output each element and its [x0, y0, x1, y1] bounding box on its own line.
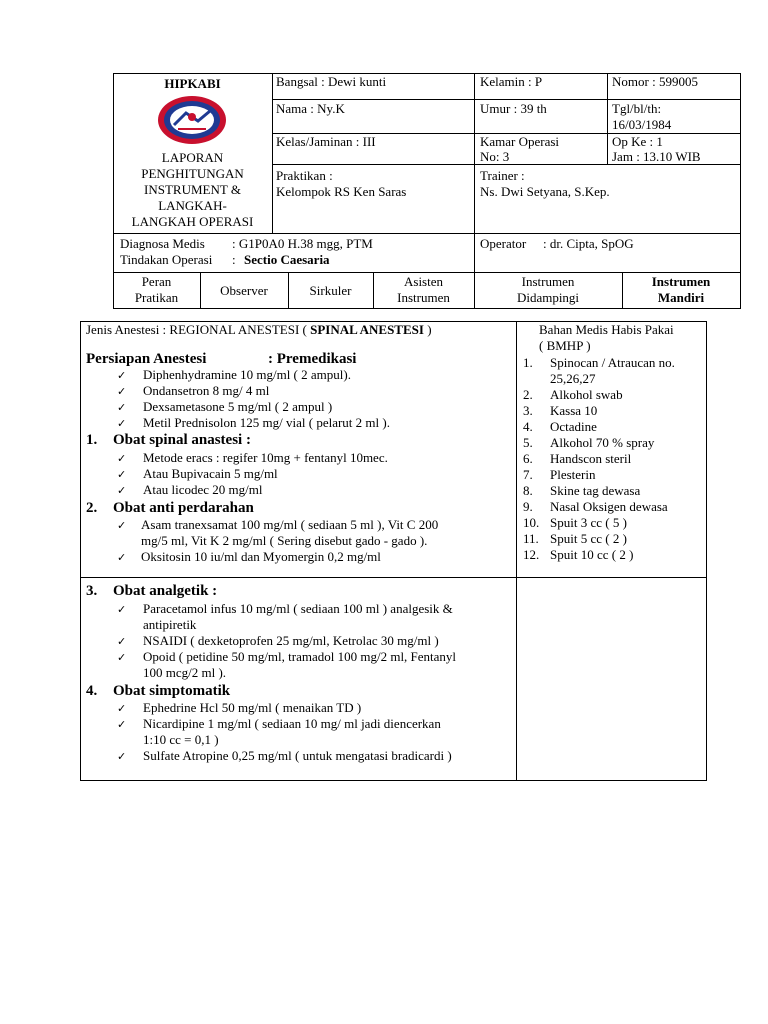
bmhp-item: Spuit 3 cc ( 5 ) [550, 515, 627, 530]
role-peran-1: Peran [141, 274, 172, 289]
check-icon: ✓ [117, 452, 127, 465]
tindakan-value: Sectio Caesaria [244, 252, 330, 267]
check-icon: ✓ [117, 651, 127, 664]
report-title-line-1: LAPORAN [161, 150, 224, 165]
role-asisten-1: Asisten [404, 274, 443, 289]
kamar-label: Kamar Operasi [480, 134, 560, 149]
bmhp-item-number: 7. [523, 467, 533, 482]
analgetik-item: NSAIDI ( dexketoprofen 25 mg/ml, Ketrolac 30 mg/ml ) [143, 633, 439, 648]
section-1-title: Obat spinal anastesi : [113, 432, 251, 448]
persiapan-label: Persiapan Anestesi [86, 351, 207, 367]
simptomatik-item-cont: 1:10 cc = 0,1 ) [143, 732, 219, 747]
check-icon: ✓ [117, 603, 127, 616]
tgl-label: Tgl/bl/th: [612, 101, 662, 116]
bmhp-item-number: 4. [523, 419, 533, 434]
bmhp-item-number: 11. [523, 531, 539, 546]
bmhp-item-number: 3. [523, 403, 533, 418]
bmhp-item: Alkohol swab [550, 387, 623, 402]
check-icon: ✓ [117, 718, 127, 731]
bmhp-item: Plesterin [550, 467, 596, 482]
praktikan-label: Praktikan : [276, 168, 333, 183]
bmhp-item-number: 1. [523, 355, 533, 370]
spinal-item: Metode eracs : regifer 10mg + fentanyl 10mec. [143, 450, 388, 465]
report-title-line-3: INSTRUMENT & [144, 182, 241, 197]
perdarahan-item: Asam tranexsamat 100 mg/ml ( sediaan 5 ml ), Vit C 200 [141, 517, 439, 532]
role-mandiri-2: Mandiri [657, 290, 705, 305]
spinal-item: Atau licodec 20 mg/ml [143, 482, 263, 497]
section-1-number: 1. [86, 432, 98, 448]
check-icon: ✓ [117, 417, 127, 430]
simptomatik-item: Sulfate Atropine 0,25 mg/ml ( untuk mengatasi bradicardi ) [143, 748, 452, 763]
opke-field: Op Ke : 1 [612, 134, 663, 149]
analgetik-item-cont: antipiretik [143, 617, 197, 632]
bmhp-item: 25,26,27 [550, 371, 596, 386]
premedikasi-item: Ondansetron 8 mg/ 4 ml [143, 383, 270, 398]
nama-field: Nama : Ny.K [276, 101, 345, 116]
praktikan-value: Kelompok RS Ken Saras [276, 184, 407, 199]
tgl-value: 16/03/1984 [612, 117, 672, 132]
report-title-line-4: LANGKAH- [158, 198, 227, 213]
role-peran-2: Pratikan [134, 290, 179, 305]
check-icon: ✓ [117, 750, 127, 763]
check-icon: ✓ [117, 635, 127, 648]
check-icon: ✓ [117, 551, 127, 564]
analgetik-item-cont: 100 mcg/2 ml ). [143, 665, 227, 680]
bmhp-item: Skine tag dewasa [550, 483, 641, 498]
bmhp-item-number: 5. [523, 435, 533, 450]
operator-value: : dr. Cipta, SpOG [543, 236, 634, 251]
bmhp-item: Spinocan / Atraucan no. [550, 355, 675, 370]
bmhp-item-number: 6. [523, 451, 533, 466]
bmhp-item: Nasal Oksigen dewasa [550, 499, 668, 514]
section-2-title: Obat anti perdarahan [113, 500, 254, 516]
simptomatik-item: Ephedrine Hcl 50 mg/ml ( menaikan TD ) [143, 700, 362, 715]
report-title-line-2: PENGHITUNGAN [141, 166, 244, 181]
jenis-anestesi: Jenis Anestesi : REGIONAL ANESTESI ( SPINAL ANESTESI ) [86, 322, 432, 337]
role-didampingi-2: Didampingi [516, 290, 580, 305]
bmhp-title-1: Bahan Medis Habis Pakai [539, 322, 674, 337]
role-observer: Observer [220, 283, 268, 298]
spinal-item: Atau Bupivacain 5 mg/ml [143, 466, 278, 481]
bmhp-item-number: 2. [523, 387, 533, 402]
bmhp-title-2: ( BMHP ) [539, 338, 591, 353]
bmhp-item: Alkohol 70 % spray [550, 435, 655, 450]
section-4-number: 4. [86, 683, 98, 699]
check-icon: ✓ [117, 702, 127, 715]
trainer-value: Ns. Dwi Setyana, S.Kep. [480, 184, 610, 199]
role-mandiri-1: Instrumen [651, 274, 711, 289]
bmhp-item: Spuit 10 cc ( 2 ) [550, 547, 634, 562]
umur-field: Umur : 39 th [480, 101, 547, 116]
org-name: HIPKABI [164, 76, 221, 91]
bmhp-item-number: 10. [523, 515, 540, 530]
bmhp-item: Octadine [550, 419, 597, 434]
bmhp-item-number: 12. [523, 547, 540, 562]
premedikasi-item: Metil Prednisolon 125 mg/ vial ( pelarut 2 ml ). [143, 415, 390, 430]
bmhp-item: Handscon steril [550, 451, 632, 466]
bangsal-field: Bangsal : Dewi kunti [276, 74, 387, 89]
check-icon: ✓ [117, 484, 127, 497]
diagnosa-label: Diagnosa Medis [120, 236, 205, 251]
check-icon: ✓ [117, 369, 127, 382]
bmhp-item-number: 8. [523, 483, 533, 498]
perdarahan-item-cont: mg/5 ml, Vit K 2 mg/ml ( Sering disebut gado - gado ). [141, 533, 428, 548]
kelamin-field: Kelamin : P [480, 74, 543, 89]
premedikasi-item: Diphenhydramine 10 mg/ml ( 2 ampul). [143, 367, 351, 382]
bmhp-item: Kassa 10 [550, 403, 598, 418]
role-didampingi-1: Instrumen [521, 274, 575, 289]
bmhp-item: Spuit 5 cc ( 2 ) [550, 531, 627, 546]
check-icon: ✓ [117, 401, 127, 414]
check-icon: ✓ [117, 385, 127, 398]
trainer-label: Trainer : [480, 168, 525, 183]
role-sirkuler: Sirkuler [309, 283, 352, 298]
section-3-title: Obat analgetik : [113, 583, 218, 599]
hipkabi-logo [156, 95, 228, 145]
premedikasi-item: Dexsametasone 5 mg/ml ( 2 ampul ) [143, 399, 333, 414]
operator-label: Operator [480, 236, 527, 251]
persiapan-value: : Premedikasi [268, 351, 357, 367]
check-icon: ✓ [117, 468, 127, 481]
nomor-field: Nomor : 599005 [612, 74, 698, 89]
check-icon: ✓ [117, 519, 127, 532]
section-2-number: 2. [86, 500, 98, 516]
tindakan-label: Tindakan Operasi [120, 252, 213, 267]
simptomatik-item: Nicardipine 1 mg/ml ( sediaan 10 mg/ ml jadi diencerkan [143, 716, 441, 731]
jam-field: Jam : 13.10 WIB [612, 149, 701, 164]
section-3-number: 3. [86, 583, 98, 599]
report-title-line-5: LANGKAH OPERASI [131, 214, 254, 229]
perdarahan-item: Oksitosin 10 iu/ml dan Myomergin 0,2 mg/ml [141, 549, 381, 564]
bmhp-item-number: 9. [523, 499, 533, 514]
section-4-title: Obat simptomatik [113, 683, 231, 699]
kelas-field: Kelas/Jaminan : III [276, 134, 376, 149]
diagnosa-value: : G1P0A0 H.38 mgg, PTM [232, 236, 373, 251]
analgetik-item: Opoid ( petidine 50 mg/ml, tramadol 100 mg/2 ml, Fentanyl [143, 649, 457, 664]
role-asisten-2: Instrumen [397, 290, 450, 305]
analgetik-item: Paracetamol infus 10 mg/ml ( sediaan 100 ml ) analgesik & [143, 601, 453, 616]
kamar-no: No: 3 [480, 149, 510, 164]
tindakan-colon: : [232, 252, 236, 267]
